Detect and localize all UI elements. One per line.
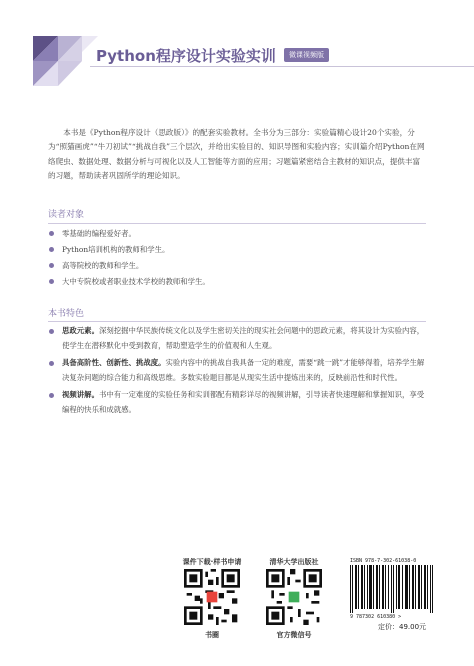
bullet-icon: [49, 247, 54, 252]
readers-list: [48, 226, 430, 290]
qr2-top-label: 清华大学出版社: [269, 558, 319, 566]
edition-badge: 微课视频版: [284, 48, 329, 62]
list-item: [48, 226, 430, 242]
feature-text: 书中有一定难度的实验任务和实训都配有精彩详尽的视频讲解，引导读者快速理解和掌握知识，享受编程的快乐和成就感。: [62, 390, 425, 414]
bullet-icon: [49, 231, 54, 236]
bullet-icon: [49, 263, 54, 268]
feature-lead: 视频讲解。: [62, 390, 99, 400]
bullet-icon: [49, 393, 54, 398]
readers-heading: 读者对象: [48, 210, 85, 220]
readers-divider: [48, 223, 426, 224]
list-item: [48, 274, 430, 290]
feature-lead: 思政元素。: [62, 326, 99, 335]
intro-paragraph: 本书是《Python程序设计（思政版）》的配套实验教材。全书分为三部分：实验篇精心设计20个实验，分为“照猫画虎”“牛刀初试”“挑战自我”三个层次，并给出实验目的、知识导图和实验内容；实训篇介绍Python在网络爬虫、数据处理、数据分析与可视化以及人工智能等方面的应用；习题篇紧密结合主教材的知识点，提供丰富的习题，帮助读者巩固所学的理论知识。: [48, 128, 425, 180]
qr-code-icon: [266, 569, 322, 625]
feature-text: 实验内容中的挑战自我具备一定的难度，需要“跳一跳”才能够得着，培养学生解决复杂问题的综合能力和高级思维。多数实验题目都是从现实生活中提炼出来的，反映前沿性和时代性。: [62, 358, 425, 382]
qr1-top-label: 课件下载·样书申请: [182, 558, 242, 566]
features-divider: [48, 321, 426, 322]
list-item-text: 零基础的编程爱好者。: [62, 229, 136, 238]
barcode-icon: [346, 565, 444, 613]
features-heading: 本书特色: [48, 309, 85, 319]
feature-lead: 具备高阶性、创新性、挑战度。: [62, 358, 166, 368]
list-item: [48, 242, 430, 258]
list-item: [48, 258, 430, 274]
list-item: [48, 324, 430, 353]
qr2-bottom-label: 官方微信号: [276, 631, 312, 639]
bullet-icon: [49, 361, 54, 366]
list-item-text: 大中专院校或者职业技术学校的教师和学生。: [62, 277, 210, 286]
qr1-bottom-label: 书圈: [205, 631, 219, 639]
qr-code-icon: [184, 569, 240, 625]
book-title: Python程序设计实验实训: [96, 47, 276, 65]
list-item: [48, 388, 430, 417]
isbn-text: ISBN 978-7-302-61038-0: [350, 558, 417, 564]
list-item: [48, 356, 430, 385]
list-item-text: Python培训机构的教师和学生。: [62, 245, 170, 254]
barcode-digits: 9 787302 610380 >: [350, 614, 402, 620]
feature-text: 深刻挖掘中华民族传统文化以及学生密切关注的现实社会问题中的思政元素，将其设计为实验内容，使学生在潜移默化中受到教育，帮助塑造学生的价值观和人生观。: [62, 326, 425, 350]
list-item-text: 高等院校的教师和学生。: [62, 261, 144, 270]
price-label: 定价：49.00元: [378, 623, 427, 631]
features-list: [48, 324, 430, 421]
bullet-icon: [49, 279, 54, 284]
bullet-icon: [49, 329, 54, 334]
